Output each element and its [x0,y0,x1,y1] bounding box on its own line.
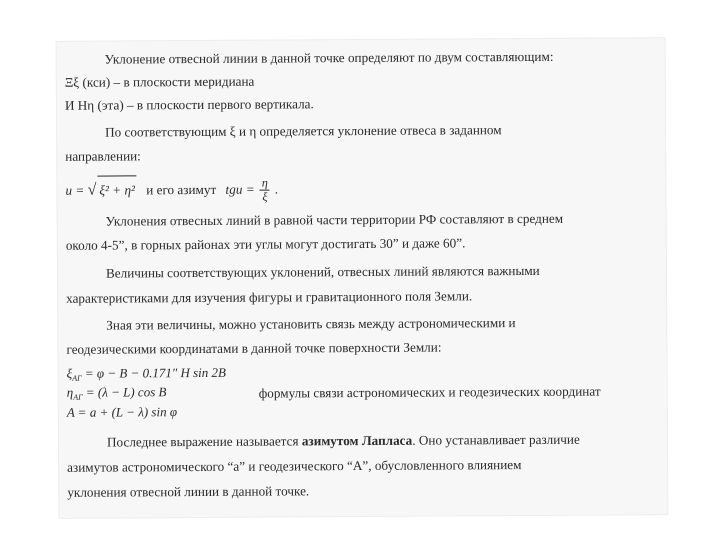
para2-line1 [105,121,657,140]
formula-connector: и его азимут [146,181,217,198]
para3-line1: Уклонения отвесных линий в равной части территории РФ составляют в среднем [105,210,564,229]
formula-eta-sub: АГ [73,392,83,402]
para6-line2: азимутов астрономического “а” и геодезического “А”, обусловленного влиянием [67,457,522,475]
formula-u-lhs: u = [65,182,85,198]
para1-line1: Уклонение отвесной линии в данной точке определяют по двум составляющим: [104,48,554,67]
para1-line3: И Ηη (эта) – в плоскости первого вертикала. [64,96,314,113]
para6-line1 [107,431,659,450]
formulas-note: формулы связи астрономических и геодезических координат [258,383,601,401]
para2-line2: направлении: [65,148,141,164]
fraction-numerator: η [260,177,270,191]
para6-line1-b: . Оно устанавливает различие [412,431,580,448]
document-page [57,38,668,518]
para4-line1: Величины соответствующих уклонений, отвесных линий являются важными [105,262,540,281]
formula-xi-symbol: ξ [66,365,73,381]
formula-u-radicand: ξ² + η² [97,175,137,204]
para1-line2: Ξξ (кси) – в плоскости меридиана [64,73,255,90]
para6-line3: уклонения отвесной линии в данной точке. [67,483,310,500]
formula-deflection [65,172,657,206]
formula-tg-lhs: tgu = [225,181,255,197]
para4-line2: характеристиками для изучения фигуры и гравитационного поля Земли. [66,288,473,306]
para3-line2: около 4-5”, в горных районах эти углы могут достигать 30” и даже 60”. [65,235,466,253]
formula-xi-sub: АГ [72,373,82,383]
para6-line1-a: Последнее выражение называется [106,433,299,450]
laplace-azimuth-term: азимутом Лапласа [301,432,413,449]
formula-end: . [275,181,279,197]
para5-line1: Зная эти величины, можно установить связь между астрономическими и [106,315,516,333]
formula-eta-symbol: η [66,384,74,400]
formula-eta-rest: = (λ − L) cos B [85,384,167,400]
para5-line2: геодезическими координатами в данной точке поверхности Земли: [66,339,442,357]
sqrt-sign-icon: √ [87,181,97,199]
fraction-denominator: ξ [262,190,268,205]
formula-fraction [260,177,270,204]
formula-laplace: A = a + (L − λ) sin φ [66,404,178,420]
formula-eta [67,384,167,406]
formula-xi-rest: = φ − B − 0.171″ H sin 2B [84,364,227,381]
para2-line1-text: По соответствующим ξ и η определяется уклонение отвеса в заданном [105,122,502,140]
